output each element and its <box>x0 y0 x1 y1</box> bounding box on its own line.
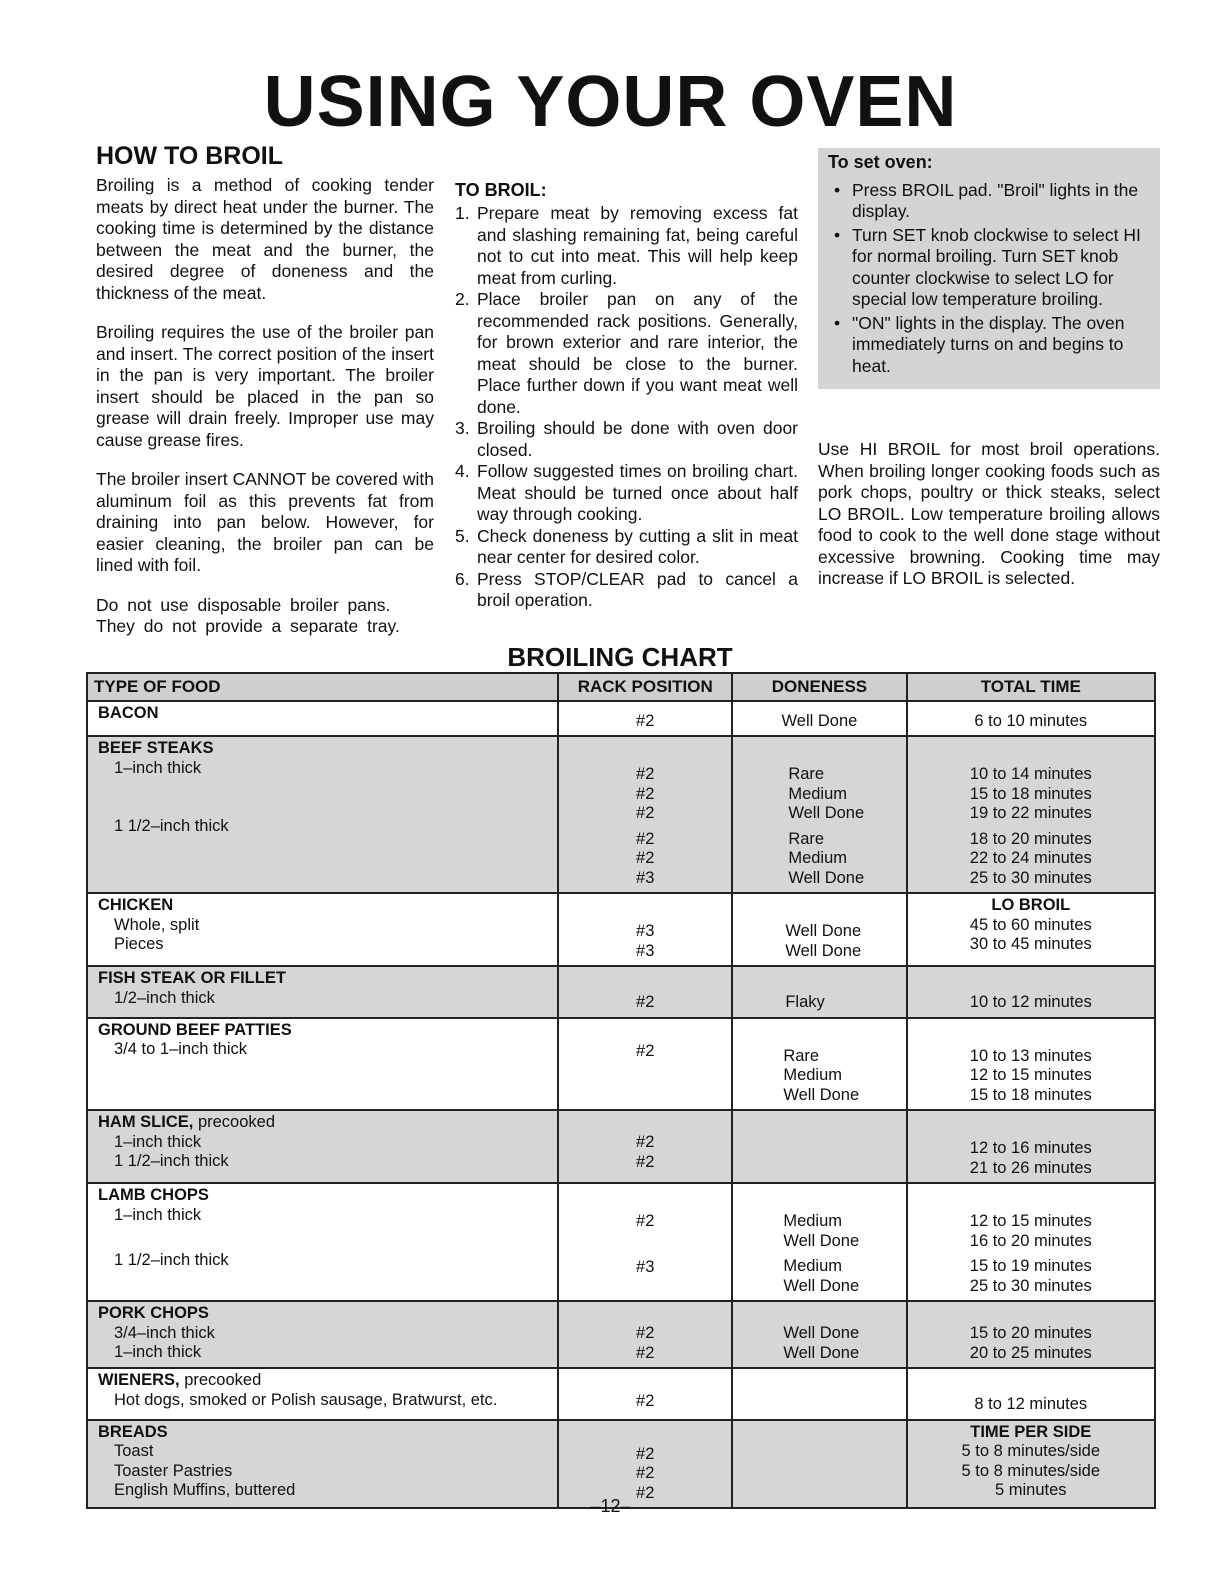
step-item <box>455 203 798 289</box>
table-row <box>87 893 1155 966</box>
doneness-value: Well Done <box>785 941 862 960</box>
time-value: 15 to 20 minutes <box>969 1324 1092 1342</box>
rack-cell <box>558 1420 732 1509</box>
food-cell <box>87 1018 558 1111</box>
doneness-value: Well Done <box>788 804 865 822</box>
doneness-cell <box>732 893 906 966</box>
step-number: 5. <box>455 525 470 546</box>
doneness-value: Rare <box>788 765 825 783</box>
time-cell <box>907 1183 1155 1301</box>
time-value: 15 to 19 minutes <box>969 1257 1092 1275</box>
table-row <box>87 1183 1155 1301</box>
doneness-value: Well Done <box>783 1343 860 1362</box>
food-subitem: 1 1/2–inch thick <box>114 1251 229 1269</box>
header-rack-position: RACK POSITION <box>558 673 732 701</box>
rack-value: #2 <box>636 1343 655 1362</box>
time-value: 8 to 12 minutes <box>974 1395 1088 1413</box>
table-row <box>87 1110 1155 1183</box>
food-cell <box>87 736 558 893</box>
hi-lo-broil-note: Use HI BROIL for most broil operations. When broiling longer cooking foods such as pork chops, poultry or thick steaks, select LO BROIL. Low temperature broiling allows food to cook to the well done stage without excessive browning. Cooking time may increase if LO BROIL is selected. <box>818 439 1160 588</box>
rack-cell <box>558 1301 732 1368</box>
step-number: 4. <box>455 461 470 481</box>
food-subitem: English Muffins, buttered <box>114 1481 296 1499</box>
step-item <box>455 289 798 418</box>
time-value: 22 to 24 minutes <box>969 849 1092 867</box>
rack-value: #2 <box>636 849 655 867</box>
set-oven-bullet: • Press BROIL pad. "Broil" lights in the display. <box>828 180 1148 223</box>
doneness-value: Well Done <box>781 711 858 730</box>
table-row <box>87 1368 1155 1420</box>
time-cell <box>907 966 1155 1018</box>
rack-value: #3 <box>636 868 655 887</box>
food-cell <box>87 1110 558 1183</box>
time-value: 10 to 12 minutes <box>969 993 1092 1011</box>
time-cell <box>907 893 1155 966</box>
doneness-value: Medium <box>788 849 848 867</box>
food-cell <box>87 966 558 1018</box>
broiling-chart-table <box>86 672 1156 1509</box>
food-subitem: 1–inch thick <box>114 1343 202 1361</box>
page-number: –12– <box>590 1496 631 1516</box>
rack-value: #2 <box>636 993 655 1011</box>
spacer <box>455 144 798 166</box>
set-oven-bullets <box>828 180 1148 378</box>
rack-value: #2 <box>636 784 655 803</box>
time-value: 5 minutes <box>995 1481 1067 1499</box>
time-value: 30 to 45 minutes <box>969 935 1092 953</box>
food-name: BEEF STEAKS <box>98 739 214 757</box>
doneness-cell <box>732 1183 906 1301</box>
food-cell <box>87 1301 558 1368</box>
time-value: 5 to 8 minutes/side <box>961 1442 1101 1460</box>
time-value: 5 to 8 minutes/side <box>961 1461 1101 1480</box>
header-doneness: DONENESS <box>732 673 906 701</box>
table-row <box>87 701 1155 737</box>
food-cell <box>87 893 558 966</box>
rack-value: #2 <box>636 1324 655 1342</box>
time-value: 6 to 10 minutes <box>974 711 1088 730</box>
doneness-cell <box>732 966 906 1018</box>
broiling-chart-title: BROILING CHART <box>507 642 733 672</box>
time-value: 18 to 20 minutes <box>969 829 1092 848</box>
table-row <box>87 736 1155 893</box>
time-value: 19 to 22 minutes <box>969 804 1092 822</box>
step-text: Place broiler pan on any of the recommended rack positions. Generally, for brown exterior and rare interior, the meat should be close to the burner. Place further down if you want meat well done. <box>477 289 798 417</box>
table-row <box>87 1420 1155 1509</box>
time-value: 10 to 13 minutes <box>969 1046 1092 1065</box>
rack-value: #3 <box>636 922 655 940</box>
food-subitem: 1 1/2–inch thick <box>114 817 229 835</box>
time-cell <box>907 701 1155 737</box>
food-subitem: 1–inch thick <box>114 1205 202 1224</box>
time-value: 15 to 18 minutes <box>969 1085 1092 1104</box>
food-subitem: 3/4–inch thick <box>114 1323 215 1342</box>
doneness-value: Well Done <box>783 1085 860 1104</box>
food-name: PORK CHOPS <box>98 1304 209 1322</box>
rack-value: #2 <box>636 829 655 848</box>
rack-value: #3 <box>636 1257 655 1276</box>
food-name: HAM SLICE, <box>98 1113 194 1131</box>
time-cell <box>907 736 1155 893</box>
rack-cell <box>558 1183 732 1301</box>
food-subitem: 1–inch thick <box>114 758 202 777</box>
time-per-side-label: TIME PER SIDE <box>970 1422 1092 1441</box>
food-qualifier: precooked <box>197 1113 275 1131</box>
doneness-value: Flaky <box>785 993 825 1011</box>
time-value: 12 to 15 minutes <box>969 1212 1092 1230</box>
table-header-row <box>87 673 1155 701</box>
step-text: Press STOP/CLEAR pad to cancel a broil operation. <box>477 568 798 610</box>
table-row <box>87 1018 1155 1111</box>
rack-value: #2 <box>636 1152 655 1171</box>
food-name: LAMB CHOPS <box>98 1186 209 1204</box>
step-number: 1. <box>455 203 470 223</box>
to-broil-steps <box>455 203 798 612</box>
rack-value: #2 <box>636 1464 655 1482</box>
time-value: 10 to 14 minutes <box>969 765 1092 783</box>
rack-value: #2 <box>636 765 655 783</box>
header-total-time: TOTAL TIME <box>907 673 1155 701</box>
rack-value: #3 <box>636 941 655 960</box>
rack-cell <box>558 1018 732 1111</box>
step-item <box>455 569 798 612</box>
set-oven-bullet: • "ON" lights in the display. The oven immediately turns on and begins to heat. <box>828 313 1148 378</box>
disposable-pans-paragraph: Do not use disposable broiler pans. They do not provide a separate tray. <box>96 594 400 636</box>
step-text: Broiling should be done with oven door closed. <box>477 418 798 460</box>
to-broil-section <box>455 144 798 612</box>
header-type-of-food: TYPE OF FOOD <box>87 673 558 701</box>
food-name: BREADS <box>98 1422 168 1441</box>
page-title: USING YOUR OVEN <box>263 62 958 142</box>
doneness-value: Medium <box>783 1212 843 1230</box>
time-cell <box>907 1110 1155 1183</box>
doneness-value: Rare <box>783 1046 820 1065</box>
food-qualifier: precooked <box>184 1371 262 1389</box>
step-item <box>455 526 798 569</box>
doneness-value: Well Done <box>783 1324 860 1342</box>
time-cell <box>907 1420 1155 1509</box>
food-name: BACON <box>98 703 159 722</box>
doneness-cell <box>732 1301 906 1368</box>
rack-cell <box>558 1368 732 1420</box>
time-cell <box>907 1301 1155 1368</box>
doneness-value: Well Done <box>785 922 862 940</box>
food-subitem: Hot dogs, smoked or Polish sausage, Bratwurst, etc. <box>114 1390 498 1409</box>
doneness-value: Well Done <box>783 1276 860 1295</box>
set-oven-heading: To set oven: <box>828 152 933 172</box>
lo-broil-label: LO BROIL <box>991 896 1071 914</box>
doneness-value: Medium <box>783 1257 843 1275</box>
table-row <box>87 966 1155 1018</box>
set-oven-box <box>818 148 1160 389</box>
food-subitem: Whole, split <box>114 915 200 934</box>
step-text: Follow suggested times on broiling chart. Meat should be turned once about half way through cooking. <box>477 461 798 524</box>
time-value: 12 to 15 minutes <box>969 1066 1092 1084</box>
rack-value: #2 <box>636 1041 655 1060</box>
rack-cell <box>558 1110 732 1183</box>
foil-paragraph: The broiler insert CANNOT be covered with aluminum foil as this prevents fat from draining into pan below. However, for easier cleaning, the broiler pan can be lined with foil. <box>96 469 434 575</box>
food-name: GROUND BEEF PATTIES <box>98 1020 292 1039</box>
food-subitem: 1/2–inch thick <box>114 988 215 1007</box>
table-row <box>87 1301 1155 1368</box>
doneness-value: Medium <box>783 1066 843 1084</box>
food-cell <box>87 1420 558 1509</box>
rack-value: #2 <box>636 1483 655 1502</box>
doneness-cell <box>732 1368 906 1420</box>
rack-cell <box>558 736 732 893</box>
rack-value: #2 <box>636 1392 655 1410</box>
doneness-cell <box>732 1110 906 1183</box>
food-subitem: Pieces <box>114 935 164 953</box>
time-value: 15 to 18 minutes <box>969 784 1092 803</box>
food-name: CHICKEN <box>98 896 174 914</box>
set-oven-bullet: • Turn SET knob clockwise to select HI for normal broiling. Turn SET knob counter clockwise to select LO for special low temperature broiling. <box>828 225 1148 311</box>
rack-value: #2 <box>636 804 655 822</box>
time-value: 12 to 16 minutes <box>969 1139 1092 1157</box>
food-cell <box>87 1183 558 1301</box>
food-subitem: Toast <box>114 1442 154 1460</box>
time-cell <box>907 1368 1155 1420</box>
how-to-broil-section <box>96 142 434 656</box>
rack-cell <box>558 893 732 966</box>
rack-cell <box>558 701 732 737</box>
step-item <box>455 418 798 461</box>
step-text: Check doneness by cutting a slit in meat near center for desired color. <box>477 525 798 567</box>
broil-intro-paragraph: Broiling is a method of cooking tender meats by direct heat under the burner. The cooking time is determined by the distance between the meat and the burner, the desired degree of doneness and the thickness of the meat. <box>96 175 434 303</box>
step-text: Prepare meat by removing excess fat and slashing remaining fat, being careful not to cut into meat. This will help keep meat from curling. <box>477 203 798 288</box>
time-value: 45 to 60 minutes <box>969 915 1092 934</box>
food-subitem: 1 1/2–inch thick <box>114 1152 229 1170</box>
time-value: 21 to 26 minutes <box>969 1158 1092 1177</box>
food-cell <box>87 1368 558 1420</box>
time-value: 20 to 25 minutes <box>969 1343 1092 1362</box>
time-value: 25 to 30 minutes <box>969 1276 1092 1295</box>
doneness-value: Rare <box>788 829 825 848</box>
how-to-broil-heading: HOW TO BROIL <box>96 142 284 170</box>
food-subitem: Toaster Pastries <box>114 1461 233 1480</box>
doneness-cell <box>732 701 906 737</box>
food-name: WIENERS, <box>98 1371 180 1389</box>
rack-value: #2 <box>636 1133 655 1151</box>
time-value: 25 to 30 minutes <box>969 868 1092 887</box>
food-subitem: 1–inch thick <box>114 1132 202 1151</box>
doneness-value: Well Done <box>788 868 865 887</box>
broiler-pan-paragraph: Broiling requires the use of the broiler pan and insert. The correct position of the insert in the pan is very important. The broiler insert should be placed in the pan so grease will drain freely. Improper use may cause grease fires. <box>96 322 434 450</box>
food-name: FISH STEAK OR FILLET <box>98 969 286 987</box>
step-number: 3. <box>455 418 470 438</box>
step-item <box>455 461 798 526</box>
doneness-value: Medium <box>788 784 848 803</box>
doneness-value: Well Done <box>783 1231 860 1250</box>
food-cell <box>87 701 558 737</box>
time-value: 16 to 20 minutes <box>969 1231 1092 1250</box>
set-oven-section <box>818 148 1160 608</box>
doneness-cell <box>732 736 906 893</box>
rack-value: #2 <box>636 1444 655 1463</box>
step-number: 2. <box>455 289 470 309</box>
food-subitem: 3/4 to 1–inch thick <box>114 1040 247 1058</box>
step-number: 6. <box>455 568 470 589</box>
to-broil-heading: TO BROIL: <box>455 180 547 200</box>
doneness-cell <box>732 1420 906 1509</box>
rack-value: #2 <box>636 711 655 730</box>
rack-value: #2 <box>636 1212 655 1230</box>
doneness-cell <box>732 1018 906 1111</box>
time-cell <box>907 1018 1155 1111</box>
rack-cell <box>558 966 732 1018</box>
